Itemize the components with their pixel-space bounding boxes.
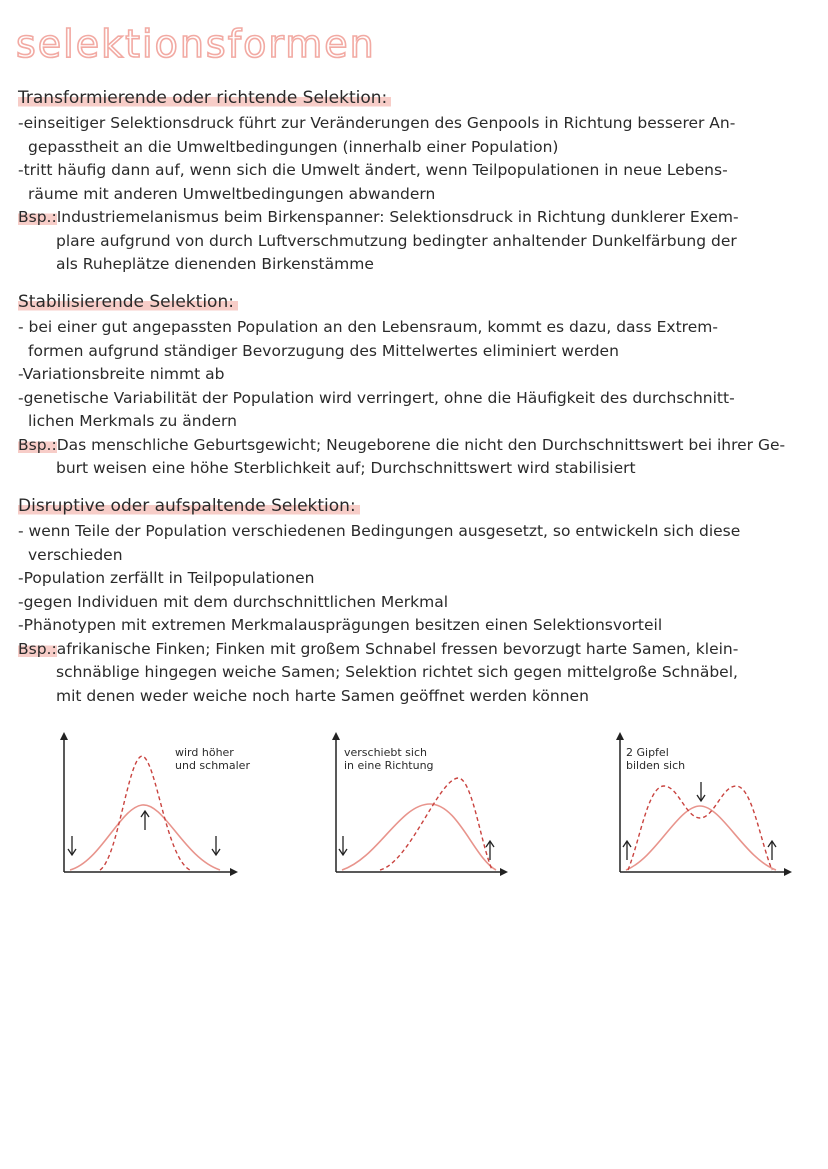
text-line: schnäblige hingegen weiche Samen; Selektion richtet sich gegen mittelgroße Schnäbel, (56, 663, 738, 681)
text-line: -Variationsbreite nimmt ab (18, 365, 225, 383)
x-axis-arrow (230, 868, 238, 876)
bsp-label: Bsp.: (18, 435, 57, 454)
text-line: gepasstheit an die Umweltbedingungen (innerhalb einer Population) (28, 137, 559, 156)
page-title: selektionsformen (16, 22, 376, 66)
text-line: -tritt häufig dann auf, wenn sich die Umwelt ändert, wenn Teilpopulationen in neue Lebens- (18, 161, 728, 179)
y-axis-arrow (616, 732, 624, 740)
original-curve (626, 806, 776, 870)
text-line: - wenn Teile der Population verschiedenen Bedingungen ausgesetzt, so entwickeln sich diese (18, 522, 741, 540)
arrow-down-left (68, 836, 76, 855)
graph-label-line: bilden sich (626, 759, 686, 772)
text-line: räume mit anderen Umweltbedingungen abwandern (28, 184, 436, 203)
arrow-up-center (141, 811, 149, 830)
section-heading: Stabilisierende Selektion: (18, 292, 238, 312)
text-line: verschieden (28, 545, 123, 564)
text-line: -Phänotypen mit extremen Merkmalausprägungen besitzen einen Selektionsvorteil (18, 616, 663, 634)
text-line: burt weisen eine höhe Sterblichkeit auf; Durchschnittswert wird stabilisiert (56, 459, 636, 477)
text-line: Das menschliche Geburtsgewicht; Neugeborene die nicht den Durchschnittswert bei ihrer Ge- (56, 435, 786, 454)
x-axis-arrow (784, 868, 792, 876)
text-line: -Population zerfällt in Teilpopulationen (18, 569, 315, 587)
graph-richtend (330, 730, 510, 878)
section-transformierende (18, 88, 810, 277)
text-line: - bei einer gut angepassten Population an den Lebensraum, kommt es dazu, dass Extrem- (18, 318, 718, 336)
graph-label-line: verschiebt sich (344, 746, 427, 759)
graph-label (626, 746, 685, 772)
section-disruptive (18, 496, 810, 708)
bsp-label: Bsp.: (18, 208, 57, 226)
arrow-up-right (768, 841, 776, 860)
arrow-up-right (486, 841, 494, 860)
graph-label-line: und schmaler (175, 759, 250, 772)
section-stabilisierende (18, 292, 810, 481)
text-line: als Ruheplätze dienenden Birkenstämme (56, 255, 374, 273)
text-line: -einseitiger Selektionsdruck führt zur Veränderungen des Genpools in Richtung besserer An- (18, 114, 736, 132)
original-curve (342, 804, 496, 870)
arrow-up-left (623, 841, 631, 860)
bsp-label: Bsp.: (18, 639, 57, 658)
text-line: mit denen weder weiche noch harte Samen geöffnet werden können (56, 686, 589, 705)
section-heading: Disruptive oder aufspaltende Selektion: (18, 496, 360, 516)
graph-label (344, 746, 434, 772)
graph-stabilisierend (60, 730, 250, 878)
graph-label (175, 746, 250, 772)
x-axis-arrow (500, 868, 508, 876)
text-line: afrikanische Finken; Finken mit großem Schnabel fressen bevorzugt harte Samen, klein- (56, 639, 739, 658)
section-heading: Transformierende oder richtende Selektion: (18, 88, 391, 108)
text-line: lichen Merkmals zu ändern (28, 412, 237, 430)
text-line: -genetische Variabilität der Population wird verringert, ohne die Häufigkeit des durchschnitt- (18, 388, 735, 407)
y-axis-arrow (332, 732, 340, 740)
graph-label-line: 2 Gipfel (626, 746, 669, 759)
text-line: Industriemelanismus beim Birkenspanner: Selektionsdruck in Richtung dunklerer Exem- (56, 208, 739, 226)
text-line: formen aufgrund ständiger Bevorzugung des Mittelwertes eliminiert werden (28, 341, 619, 360)
graph-label-line: wird höher (175, 746, 234, 759)
graph-disruptiv (614, 730, 794, 878)
arrow-down-left (339, 836, 347, 855)
y-axis-arrow (60, 732, 68, 740)
arrow-down-right (212, 836, 220, 855)
graph-label-line: in eine Richtung (344, 759, 434, 772)
arrow-down-center (697, 782, 705, 801)
text-line: -gegen Individuen mit dem durchschnittlichen Merkmal (18, 592, 449, 611)
text-line: plare aufgrund von durch Luftverschmutzung bedingter anhaltender Dunkelfärbung der (56, 231, 737, 250)
